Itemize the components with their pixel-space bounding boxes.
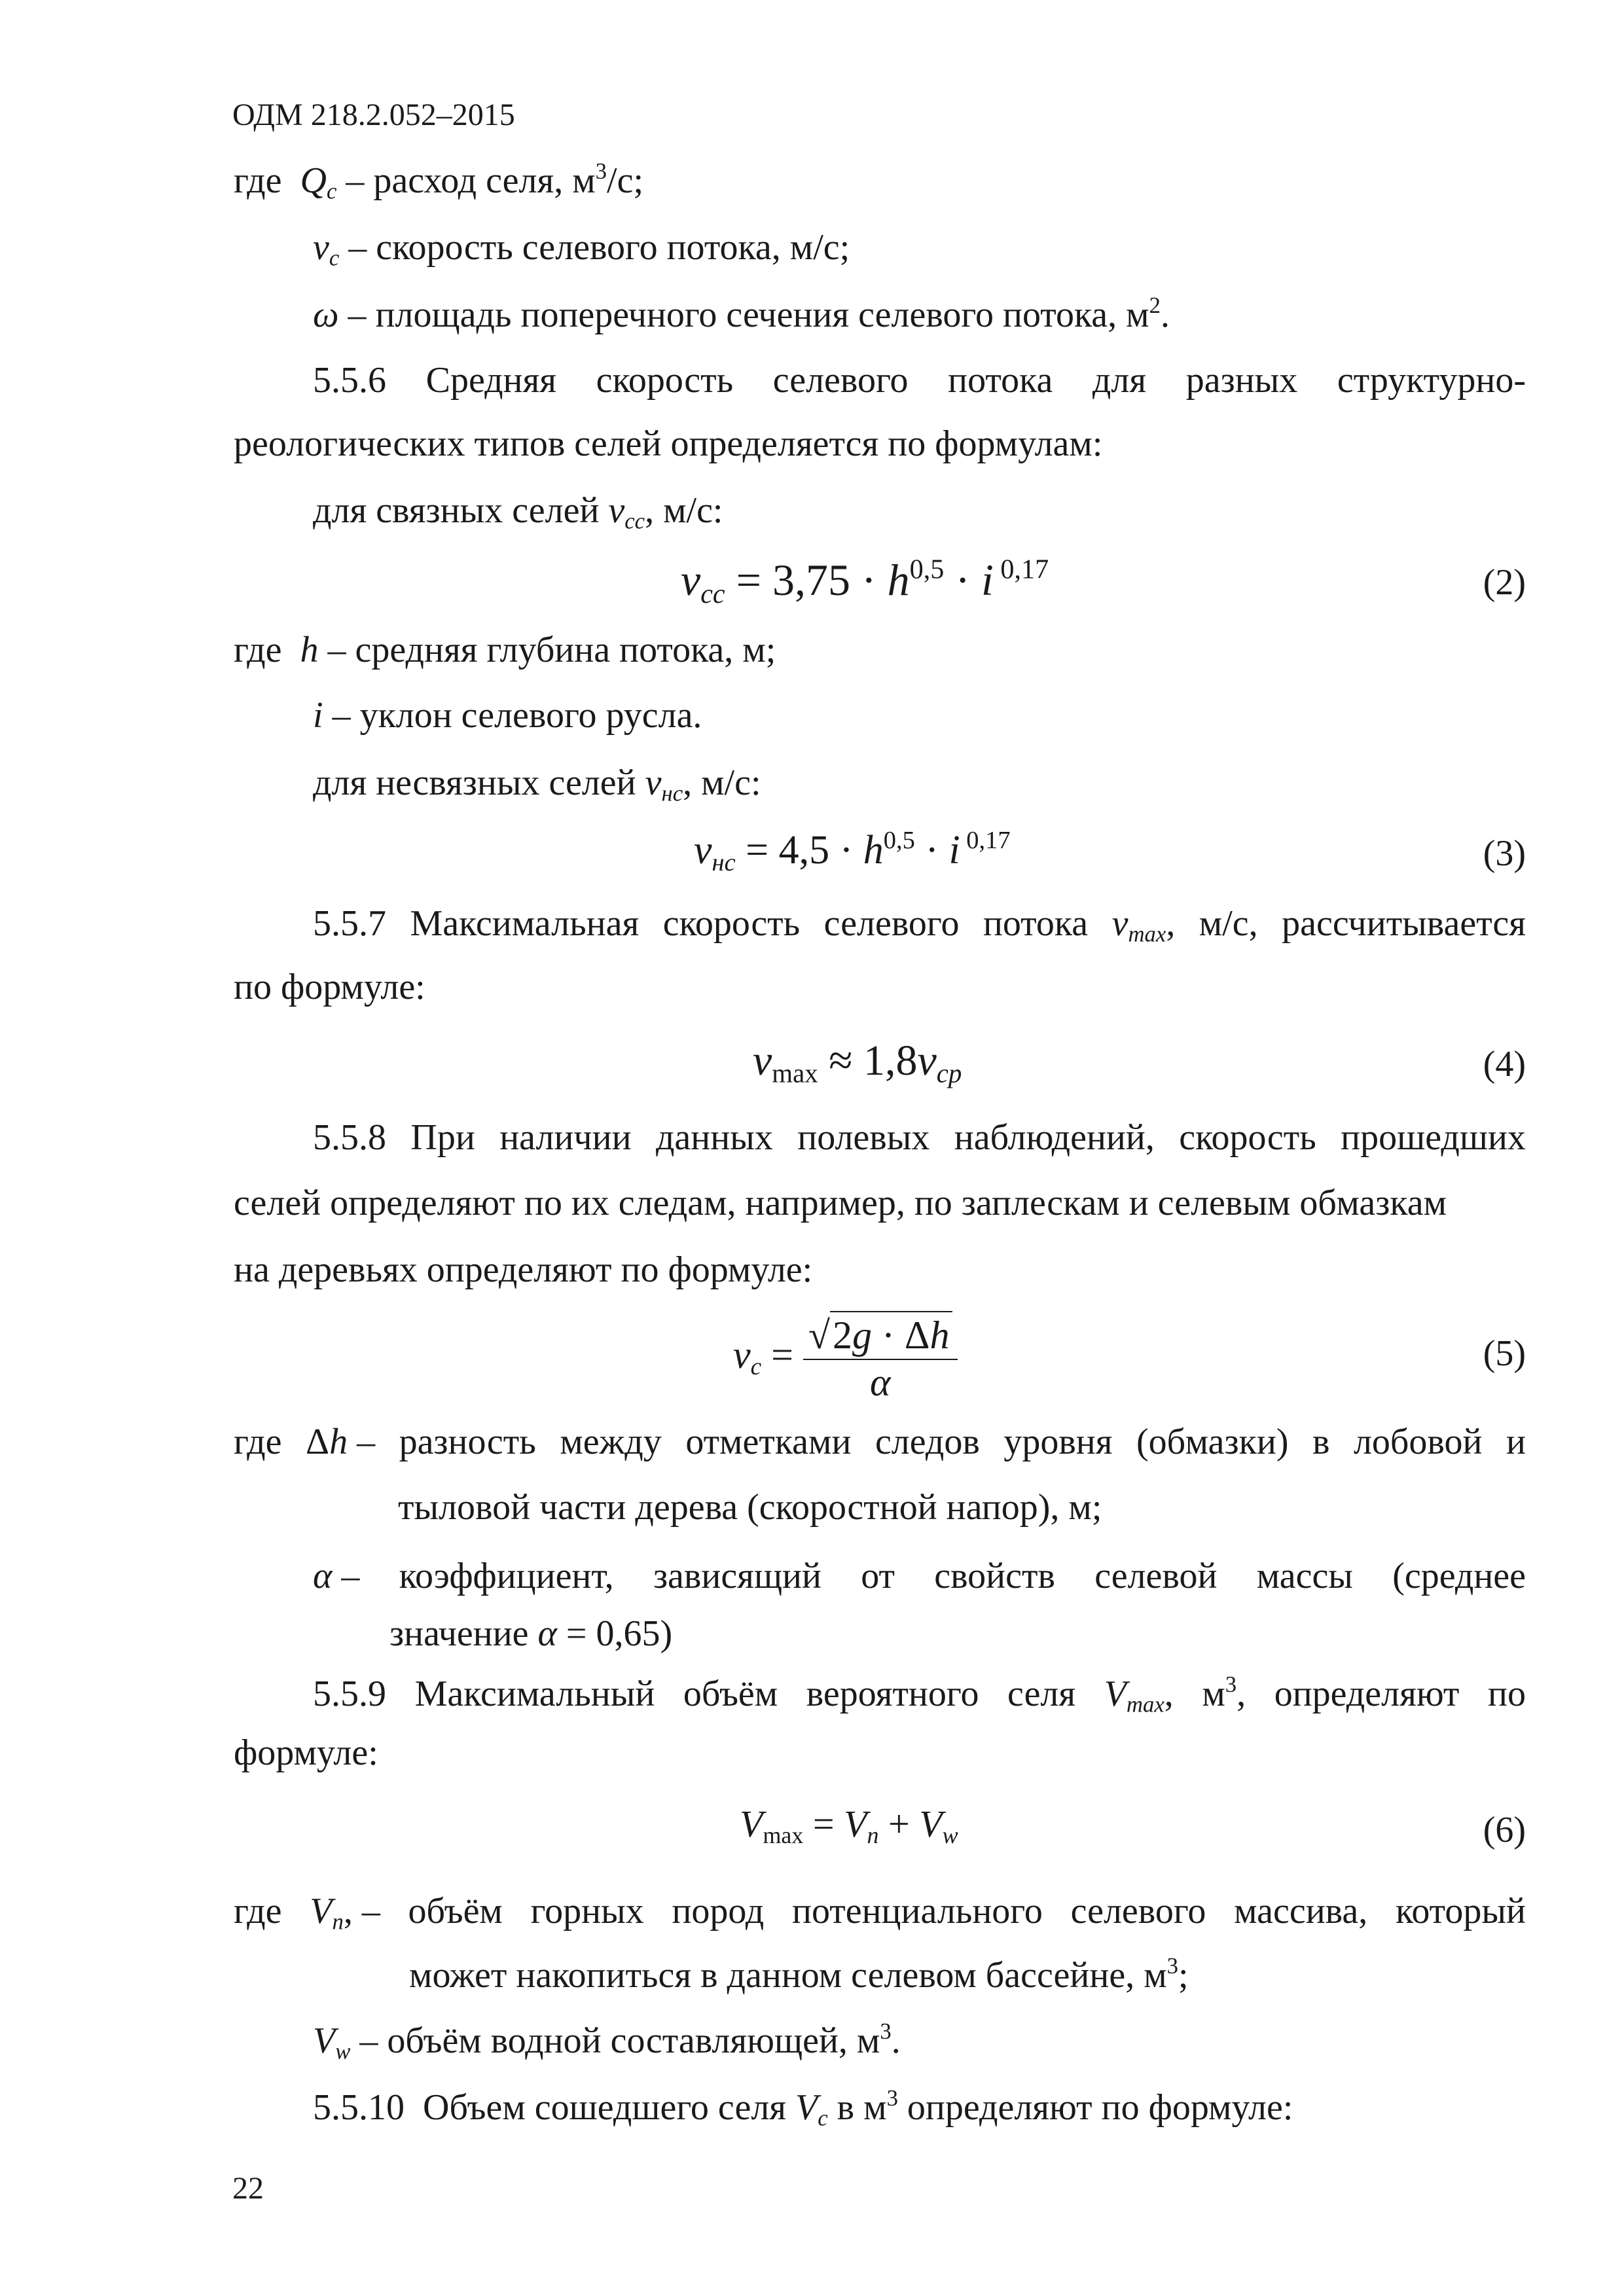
word: лобовой	[1353, 1422, 1483, 1462]
word: который	[1395, 1891, 1526, 1931]
page-number: 22	[232, 2171, 264, 2206]
word: массива,	[1234, 1891, 1368, 1931]
word: объём	[408, 1891, 503, 1931]
cohesive-label: для связных селей $v_{сс}$, м/с:	[313, 490, 723, 534]
word: 5.5.9	[313, 1674, 386, 1714]
word: отметками	[685, 1422, 852, 1462]
word: где	[234, 1422, 282, 1462]
word: потока	[983, 903, 1089, 944]
word: по	[1487, 1674, 1526, 1714]
word: горных	[530, 1891, 644, 1931]
word: 5.5.8	[313, 1117, 386, 1158]
word: селевой	[1094, 1556, 1218, 1596]
equation-4: $v_{max} \approx 1,8v_{ср}$	[753, 1037, 962, 1088]
word: между	[560, 1422, 662, 1462]
word: $V_n$, –	[310, 1891, 380, 1935]
legend-vn-line2: может накопиться в данном селевом бассейне, $м^3$;	[409, 1953, 1189, 1996]
word: уровня	[1003, 1422, 1113, 1462]
word: (обмазки)	[1136, 1422, 1289, 1462]
word: $v_{max}$,	[1111, 903, 1176, 947]
equation-5: $v_c$ = $\frac{√2g \cdot \Delta h}{\alpha}$	[733, 1316, 958, 1402]
document-code-header: ОДМ 218.2.052–2015	[232, 98, 515, 132]
word: (среднее	[1392, 1556, 1526, 1596]
word: Максимальный	[414, 1674, 655, 1714]
legend-qc	[234, 158, 644, 204]
para-5-5-8-line1	[313, 1119, 1526, 1156]
para-5-5-7-line2: по формуле:	[234, 967, 425, 1007]
word: определяют	[1274, 1674, 1460, 1714]
word: структурно-	[1337, 360, 1526, 401]
word: разность	[399, 1422, 536, 1462]
legend-qc-text: где $Q_с$ – расход селя, $м^3/с$;	[234, 158, 644, 204]
legend-delta-h-line2: тыловой части дерева (скоростной напор), м;	[398, 1487, 1102, 1528]
word: селевого	[823, 903, 960, 944]
word: следов	[875, 1422, 980, 1462]
word: рассчитывается	[1282, 903, 1526, 944]
word: 5.5.6	[313, 360, 386, 401]
word: потока	[948, 360, 1053, 401]
legend-h: где h – средняя глубина потока, м;	[234, 630, 776, 670]
word: в	[1312, 1422, 1330, 1462]
word: м/с,	[1199, 903, 1258, 944]
word: свойств	[934, 1556, 1055, 1596]
equation-2-number: (2)	[1483, 562, 1526, 603]
word: α –	[313, 1556, 360, 1596]
word: коэффициент,	[399, 1556, 614, 1596]
para-5-5-6-line2: реологических типов селей определяется по формулам:	[234, 423, 1103, 464]
non-cohesive-label: для несвязных селей $v_{нс}$, м/с:	[313, 762, 761, 806]
word: вероятного	[806, 1674, 979, 1714]
word: объём	[683, 1674, 778, 1714]
word: 5.5.7	[313, 903, 386, 944]
equation-6-number: (6)	[1483, 1810, 1526, 1850]
word: пород	[672, 1891, 765, 1931]
word: скорость	[596, 360, 734, 401]
para-5-5-9-line2: формуле:	[234, 1732, 378, 1773]
word: наблюдений,	[954, 1117, 1155, 1158]
word: разных	[1185, 360, 1298, 401]
word: потенциального	[792, 1891, 1043, 1931]
word: селевого	[1070, 1891, 1206, 1931]
para-5-5-10: 5.5.10 Объем сошедшего селя $V_c$ в $м^3$ определяют по формуле:	[313, 2085, 1293, 2131]
word: Δh –	[306, 1422, 376, 1462]
word: селевого	[772, 360, 909, 401]
equation-3: $v_{нс} = 4,5 \cdot h^{0,5} \cdot i$ $^{0,17}$	[694, 826, 1011, 876]
para-5-5-9-line1	[313, 1672, 1526, 1717]
legend-vw: $V_w$ – объём водной составляющей, $м^3$.	[313, 2018, 901, 2064]
legend-omega: ω – площадь поперечного сечения селевого потока, $м^2$.	[313, 293, 1170, 335]
word: Максимальная	[410, 903, 640, 944]
word: прошедших	[1341, 1117, 1526, 1158]
word: и	[1506, 1422, 1526, 1462]
equation-4-number: (4)	[1483, 1044, 1526, 1085]
word: зависящий	[653, 1556, 821, 1596]
equation-6: $V_{max} = V_n + V_w$	[740, 1803, 958, 1849]
equation-2: $v_{cc} = 3,75 \cdot h^{0,5} \cdot i$ $^{0,17}$	[681, 554, 1049, 609]
word: При	[410, 1117, 475, 1158]
para-5-5-6-line1	[313, 362, 1526, 399]
legend-delta-h-line1	[234, 1424, 1526, 1460]
word: от	[861, 1556, 895, 1596]
legend-vc: $v_с$ – скорость селевого потока, м/с;	[313, 227, 850, 271]
legend-alpha-line1	[313, 1558, 1526, 1594]
word: $м^3$,	[1202, 1672, 1246, 1714]
word: полевых	[797, 1117, 930, 1158]
equation-5-number: (5)	[1483, 1333, 1526, 1374]
legend-vn-line1	[234, 1891, 1526, 1935]
word: $V_{max}$,	[1104, 1674, 1174, 1717]
equation-5-fraction: $\frac{√2g \cdot \Delta h}{\alpha}$	[803, 1316, 958, 1402]
legend-alpha-line2: значение α = 0,65)	[389, 1613, 673, 1654]
word: Средняя	[425, 360, 557, 401]
para-5-5-8-line3: на деревьях определяют по формуле:	[234, 1249, 813, 1290]
word: селя	[1007, 1674, 1076, 1714]
word: наличии	[499, 1117, 632, 1158]
word: для	[1092, 360, 1147, 401]
word: скорость	[662, 903, 801, 944]
para-5-5-7-line1	[313, 903, 1526, 947]
word: данных	[655, 1117, 773, 1158]
para-5-5-8-line2: селей определяют по их следам, например, по заплескам и селевым обмазкам	[234, 1183, 1447, 1223]
word: скорость	[1179, 1117, 1316, 1158]
word: где	[234, 1891, 282, 1931]
legend-i: i – уклон селевого русла.	[313, 695, 702, 736]
equation-3-number: (3)	[1483, 833, 1526, 874]
word: массы	[1256, 1556, 1353, 1596]
